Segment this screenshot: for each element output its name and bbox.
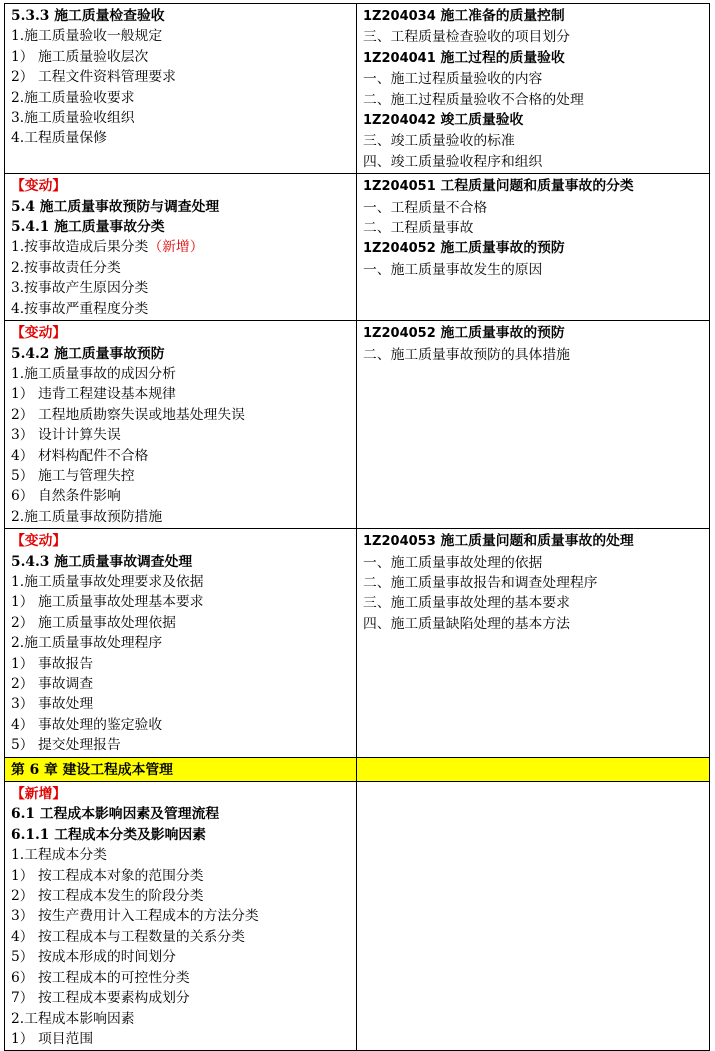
- outline-line: [11, 299, 350, 319]
- change-tag: [11, 784, 350, 804]
- line-text: 3.按事故产生原因分类: [11, 280, 149, 297]
- line-text: 5.3.3 施工质量检查验收: [11, 8, 165, 24]
- section-heading: [363, 176, 703, 197]
- section-code: 1Z204042: [363, 113, 436, 129]
- outline-line: [11, 364, 350, 384]
- line-text: 2.工程成本影响因素: [11, 1010, 135, 1027]
- line-text: 1.工程成本分类: [11, 847, 107, 864]
- line-text: 4.工程质量保修: [11, 130, 107, 147]
- section-code: 1Z204041: [363, 50, 436, 66]
- outline-line: [11, 67, 350, 87]
- outline-line: [11, 886, 350, 906]
- line-text: 5.4.2 施工质量事故预防: [11, 345, 165, 362]
- section-code: 1Z204051: [363, 179, 436, 195]
- table-row: [5, 782, 710, 1051]
- line-text: 1） 按工程成本对象的范围分类: [11, 867, 204, 884]
- outline-line: [11, 384, 350, 404]
- outline-line: [11, 1009, 350, 1029]
- outline-line: [363, 260, 703, 280]
- line-text: 4） 材料构配件不合格: [11, 447, 149, 464]
- outline-line: [363, 152, 703, 172]
- line-text: 6.1.1 工程成本分类及影响因素: [11, 826, 206, 843]
- section-heading: [11, 197, 350, 217]
- line-text: 4.按事故严重程度分类: [11, 300, 149, 317]
- line-text: 5.4.3 施工质量事故调查处理: [11, 553, 193, 570]
- section-heading: [363, 6, 703, 27]
- line-text: 2.施工质量事故预防措施: [11, 508, 163, 525]
- outline-line: [11, 906, 350, 926]
- section-heading: [11, 552, 350, 572]
- line-text: 四、施工质量缺陷处理的基本方法: [363, 615, 570, 632]
- line-text: 6.1 工程成本影响因素及管理流程: [11, 806, 220, 823]
- line-text: 【变动】: [11, 533, 67, 550]
- outline-line: [11, 405, 350, 425]
- line-text: 1） 违背工程建设基本规律: [11, 386, 176, 403]
- section-heading: [363, 110, 703, 131]
- line-text: 一、工程质量不合格: [363, 199, 488, 216]
- change-tag: [11, 531, 350, 551]
- change-tag: [11, 323, 350, 343]
- line-text: 6） 按工程成本的可控性分类: [11, 969, 190, 986]
- outline-line: [11, 866, 350, 886]
- chapter-row: [5, 757, 710, 781]
- line-text: 2.施工质量验收要求: [11, 89, 135, 106]
- outline-line: [363, 27, 703, 47]
- line-text: 4） 按工程成本与工程数量的关系分类: [11, 928, 245, 945]
- line-text: 四、竣工质量验收程序和组织: [363, 153, 543, 170]
- outline-line: [11, 466, 350, 486]
- line-text: 5） 提交处理报告: [11, 737, 121, 754]
- line-text: 一、施工质量事故发生的原因: [363, 261, 543, 278]
- chapter-title: 第 6 章 建设工程成本管理: [5, 757, 357, 781]
- outline-line: [11, 1029, 350, 1049]
- line-text: 施工质量事故的预防: [435, 325, 565, 342]
- line-text: 【新增】: [11, 786, 67, 803]
- outline-line: [11, 507, 350, 527]
- line-text: 2） 施工质量事故处理依据: [11, 614, 176, 631]
- line-text: 1.按事故造成后果分类: [11, 239, 149, 256]
- outline-line: [363, 69, 703, 89]
- outline-line: [11, 592, 350, 612]
- outline-line: [363, 131, 703, 151]
- section-heading: [11, 6, 350, 26]
- outline-line: [11, 845, 350, 865]
- line-text: 三、工程质量检查验收的项目划分: [363, 29, 570, 46]
- table-row: [5, 4, 710, 174]
- line-text: 5） 按成本形成的时间划分: [11, 949, 176, 966]
- line-text: 二、施工质量事故预防的具体措施: [363, 346, 570, 363]
- outline-line: [363, 573, 703, 593]
- chapter-right-cell: [357, 757, 710, 781]
- section-heading: [363, 323, 703, 344]
- outline-line: [11, 947, 350, 967]
- outline-line: [363, 198, 703, 218]
- outline-line: [11, 278, 350, 298]
- change-tag: [11, 176, 350, 196]
- right-cell: [357, 782, 710, 1051]
- outline-line: [11, 425, 350, 445]
- line-text: 2） 工程文件资料管理要求: [11, 69, 176, 86]
- line-text: 【变动】: [11, 178, 67, 195]
- left-cell: [5, 529, 357, 757]
- outline-line: [11, 694, 350, 714]
- table-row: [5, 321, 710, 529]
- line-text: 5） 施工与管理失控: [11, 467, 135, 484]
- line-text: 2） 按工程成本发生的阶段分类: [11, 888, 204, 905]
- outline-line: [11, 446, 350, 466]
- line-text: 6） 自然条件影响: [11, 488, 121, 505]
- outline-line: [11, 486, 350, 506]
- line-text: 1） 事故报告: [11, 655, 94, 672]
- section-code: 1Z204052: [363, 241, 436, 257]
- right-cell: [357, 4, 710, 174]
- section-heading: [363, 531, 703, 552]
- left-cell: [5, 174, 357, 321]
- line-text: 【变动】: [11, 325, 67, 342]
- line-text: 2.施工质量事故处理程序: [11, 635, 163, 652]
- right-cell: [357, 321, 710, 529]
- line-text: 一、施工质量事故处理的依据: [363, 554, 543, 571]
- left-cell: [5, 4, 357, 174]
- line-text: 2） 事故调查: [11, 676, 94, 692]
- outline-line: [11, 237, 350, 257]
- outline-line: [11, 674, 350, 694]
- outline-line: [11, 633, 350, 653]
- outline-line: [363, 593, 703, 613]
- line-text: 二、施工质量事故报告和调查处理程序: [363, 574, 598, 591]
- line-text: 施工质量问题和质量事故的处理: [435, 533, 634, 550]
- outline-line: [363, 553, 703, 573]
- line-text: 2） 工程地质勘察失误或地基处理失误: [11, 406, 245, 423]
- section-code: 1Z204052: [363, 326, 436, 342]
- line-text: 3） 设计计算失误: [11, 427, 121, 444]
- table-row: [5, 174, 710, 321]
- line-text: 1.施工质量验收一般规定: [11, 28, 163, 45]
- line-text: 1） 项目范围: [11, 1030, 94, 1047]
- new-marker: （新增）: [148, 239, 204, 256]
- outline-line: [11, 88, 350, 108]
- line-text: 4） 事故处理的鉴定验收: [11, 716, 163, 733]
- table-row: [5, 529, 710, 757]
- outline-line: [363, 90, 703, 110]
- comparison-table: [4, 3, 710, 1051]
- line-text: 5.4.1 施工质量事故分类: [11, 219, 165, 236]
- line-text: 3） 按生产费用计入工程成本的方法分类: [11, 908, 259, 925]
- line-text: 三、施工质量事故处理的基本要求: [363, 595, 570, 612]
- outline-line: [11, 654, 350, 674]
- outline-line: [363, 345, 703, 365]
- line-text: 1.施工质量事故的成因分析: [11, 365, 176, 382]
- outline-line: [11, 47, 350, 67]
- outline-line: [11, 988, 350, 1008]
- right-cell: [357, 174, 710, 321]
- outline-line: [363, 218, 703, 238]
- line-text: 3） 事故处理: [11, 696, 94, 713]
- line-text: 三、竣工质量验收的标准: [363, 133, 515, 150]
- line-text: 1.施工质量事故处理要求及依据: [11, 573, 204, 590]
- outline-line: [11, 613, 350, 633]
- line-text: 施工过程的质量验收: [435, 49, 565, 66]
- section-code: 1Z204034: [363, 9, 436, 24]
- line-text: 施工质量事故的预防: [435, 240, 565, 257]
- outline-line: [11, 572, 350, 592]
- outline-line: [363, 614, 703, 634]
- outline-line: [11, 968, 350, 988]
- line-text: 1） 施工质量事故处理基本要求: [11, 594, 204, 611]
- section-code: 1Z204053: [363, 534, 436, 550]
- outline-line: [11, 128, 350, 148]
- outline-line: [11, 26, 350, 46]
- section-heading: [11, 825, 350, 845]
- left-cell: [5, 321, 357, 529]
- section-heading: [11, 344, 350, 364]
- line-text: 2.按事故责任分类: [11, 259, 121, 276]
- outline-line: [11, 927, 350, 947]
- line-text: 二、工程质量事故: [363, 220, 474, 237]
- right-cell: [357, 529, 710, 757]
- section-heading: [11, 804, 350, 824]
- line-text: 竣工质量验收: [435, 112, 524, 129]
- line-text: 1） 施工质量验收层次: [11, 48, 149, 65]
- outline-line: [11, 258, 350, 278]
- line-text: 工程质量问题和质量事故的分类: [435, 178, 634, 195]
- line-text: 7） 按工程成本要素构成划分: [11, 990, 190, 1007]
- outline-line: [11, 735, 350, 755]
- section-heading: [11, 217, 350, 237]
- outline-line: [11, 715, 350, 735]
- line-text: 施工准备的质量控制: [435, 8, 565, 24]
- line-text: 二、施工过程质量验收不合格的处理: [363, 91, 584, 108]
- line-text: 3.施工质量验收组织: [11, 110, 135, 127]
- outline-line: [11, 108, 350, 128]
- line-text: 一、施工过程质量验收的内容: [363, 71, 543, 88]
- section-heading: [363, 238, 703, 259]
- line-text: 5.4 施工质量事故预防与调查处理: [11, 198, 220, 215]
- section-heading: [363, 48, 703, 69]
- left-cell: [5, 782, 357, 1051]
